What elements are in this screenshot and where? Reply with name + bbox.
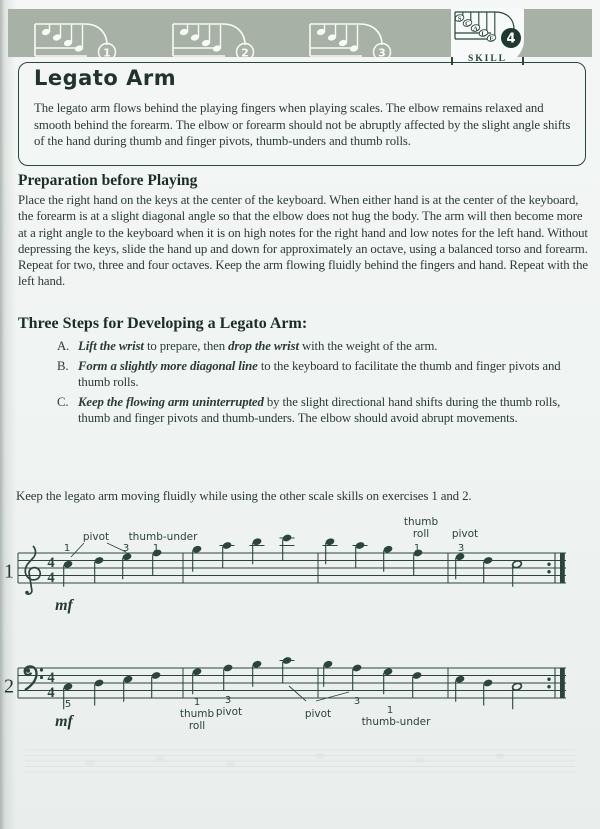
- note-F3: [412, 671, 423, 698]
- ghost-mark: [415, 757, 425, 763]
- icon-number: 2: [241, 46, 249, 60]
- fingering-number: 3: [224, 695, 232, 706]
- badge-number: 4: [506, 31, 516, 47]
- notehead: [455, 675, 466, 684]
- technique-label: roll: [188, 720, 206, 732]
- fingering-number: 1: [63, 543, 71, 554]
- step-letter: B.: [57, 358, 69, 373]
- notehead: [222, 541, 233, 550]
- notehead: [94, 556, 105, 565]
- exercise-2-staff: [4, 656, 566, 732]
- notehead: [123, 675, 134, 684]
- clef-dot: [26, 669, 30, 673]
- fingering-number: 3: [353, 696, 361, 707]
- final-barline: [560, 553, 565, 584]
- fingering-number: 1: [193, 697, 201, 708]
- time-signature-top: 4: [47, 554, 55, 571]
- notehead: [383, 545, 394, 554]
- fingering-number: 3: [122, 543, 130, 554]
- time-signature-bottom: 4: [47, 569, 55, 586]
- note-A3: [352, 664, 363, 691]
- ghost-mark: [495, 753, 505, 759]
- intro-paragraph: The legato arm flows behind the playing fingers when playing scales. The elbow remains relaxed and smooth behind the forearm. The elbow or forearm should not be abruptly affected by the slight angle shifts of the hand during thumb and finger pivots, thumb-unders and thumb rolls.: [34, 101, 571, 148]
- technique-label: thumb: [403, 516, 439, 528]
- notehead: [252, 537, 263, 546]
- ghost-mark: [85, 760, 95, 766]
- notehead: [483, 679, 494, 688]
- note-A5: [220, 541, 235, 568]
- note-F3: [151, 671, 162, 698]
- notehead: [192, 545, 203, 554]
- repeat-dot: [547, 563, 550, 566]
- technique-label: pivot: [304, 708, 332, 720]
- notehead: [412, 671, 423, 680]
- preparation-heading: Preparation before Playing: [18, 172, 198, 189]
- badge-letter: L: [481, 30, 486, 38]
- notehead: [151, 671, 162, 680]
- icon-number: 3: [378, 46, 386, 60]
- technique-label: pivot: [215, 706, 243, 718]
- clef-dot: [40, 668, 43, 671]
- badge-letter: C: [465, 20, 470, 28]
- notehead: [323, 660, 334, 669]
- repeat-dot: [547, 570, 550, 573]
- three-steps-heading: Three Steps for Developing a Legato Arm:: [18, 315, 308, 332]
- repeat-dot: [547, 678, 550, 681]
- fingering-number: 1: [413, 543, 421, 554]
- time-signature-top: 4: [47, 669, 55, 686]
- badge-letter: E: [489, 35, 494, 43]
- fingering-number: 1: [386, 705, 394, 716]
- step-text: Keep the flowing arm uninterrupted by the slight directional hand shifts during the thumb rolls, thumb and finger pivots and thumb-unders. The elbow should avoid abrupt movements.: [78, 394, 561, 425]
- page-title: Legato Arm: [34, 66, 177, 90]
- note-D3: [94, 679, 105, 706]
- clef-dot: [40, 676, 43, 679]
- skill-label: SKILL: [467, 54, 508, 64]
- note-D5: [94, 556, 105, 583]
- step-text: Lift the wrist to prepare, then drop the wrist with the weight of the arm.: [78, 339, 438, 353]
- exercise-1-staff: [4, 516, 566, 614]
- step-letter: C.: [57, 394, 69, 409]
- note-A5: [353, 541, 368, 568]
- time-signature-bottom: 4: [47, 684, 55, 701]
- dynamic-marking: mf: [55, 597, 73, 614]
- step-text: Form a slightly more diagonal line to the keyboard to facilitate the thumb and finger pivots and thumb rolls.: [78, 358, 561, 389]
- fingering-number: 5: [64, 699, 72, 710]
- final-barline: [560, 668, 565, 699]
- badge-letter: A: [473, 25, 478, 33]
- note-A3: [223, 664, 234, 691]
- notehead: [94, 679, 105, 688]
- ghost-mark: [315, 753, 325, 759]
- notehead: [192, 667, 203, 676]
- icon-number: 1: [103, 46, 111, 60]
- notehead: [282, 534, 293, 543]
- step-letter: A.: [57, 339, 70, 353]
- technique-label: thumb-under: [128, 531, 198, 543]
- note-C4: [280, 656, 295, 683]
- notehead: [483, 556, 494, 565]
- note-C6: [280, 534, 295, 561]
- exercise-number: 1: [4, 560, 14, 583]
- technique-label: thumb-under: [361, 716, 431, 728]
- notehead: [352, 664, 363, 673]
- exercise-number: 2: [4, 675, 14, 698]
- pointer-line: [71, 543, 84, 557]
- technique-label: pivot: [82, 531, 110, 543]
- clef-dot: [25, 591, 29, 595]
- pointer-line: [289, 686, 306, 701]
- notehead: [282, 656, 293, 665]
- notehead: [63, 560, 74, 569]
- notehead: [325, 537, 336, 546]
- notehead: [383, 667, 394, 676]
- notehead: [223, 664, 234, 673]
- notehead: [252, 660, 263, 669]
- fingering-number: 3: [457, 543, 465, 554]
- note-C3: [512, 682, 523, 709]
- note-D5: [483, 556, 494, 583]
- dynamic-marking: mf: [55, 713, 73, 730]
- technique-label: thumb: [179, 708, 215, 720]
- notehead: [355, 541, 366, 550]
- notehead: [512, 560, 523, 569]
- note-D3: [483, 679, 494, 706]
- fingering-number: 1: [152, 543, 160, 554]
- ghost-mark: [225, 761, 235, 767]
- technique-label: pivot: [451, 528, 479, 540]
- preparation-paragraph: Place the right hand on the keys at the center of the keyboard. When either hand is at the center of the keyboard, the forearm is at a slight diagonal angle so that the elbow does not hug the body. The arm will then become more at a right angle to the keyboard when it is on high notes for the right hand and low notes for the left hand. Without depressing the keys, slide the hand up and down for approximately an octave, using a balanced torso and forearm. Repeat for two, three and four octaves. Keep the arm flowing fluidly behind the fingers and hand. Repeat with the left hand.: [18, 193, 588, 289]
- badge-letter: S: [457, 15, 462, 23]
- technique-label: roll: [412, 528, 430, 540]
- pointer-line: [316, 692, 349, 701]
- notehead: [512, 682, 523, 691]
- repeat-dot: [547, 685, 550, 688]
- exercise-note: Keep the legato arm moving fluidly while using the other scale skills on exercises 1 and 2.: [16, 489, 472, 503]
- notehead: [63, 682, 74, 691]
- ghost-mark: [155, 755, 165, 761]
- page-bleed-through: [25, 750, 575, 772]
